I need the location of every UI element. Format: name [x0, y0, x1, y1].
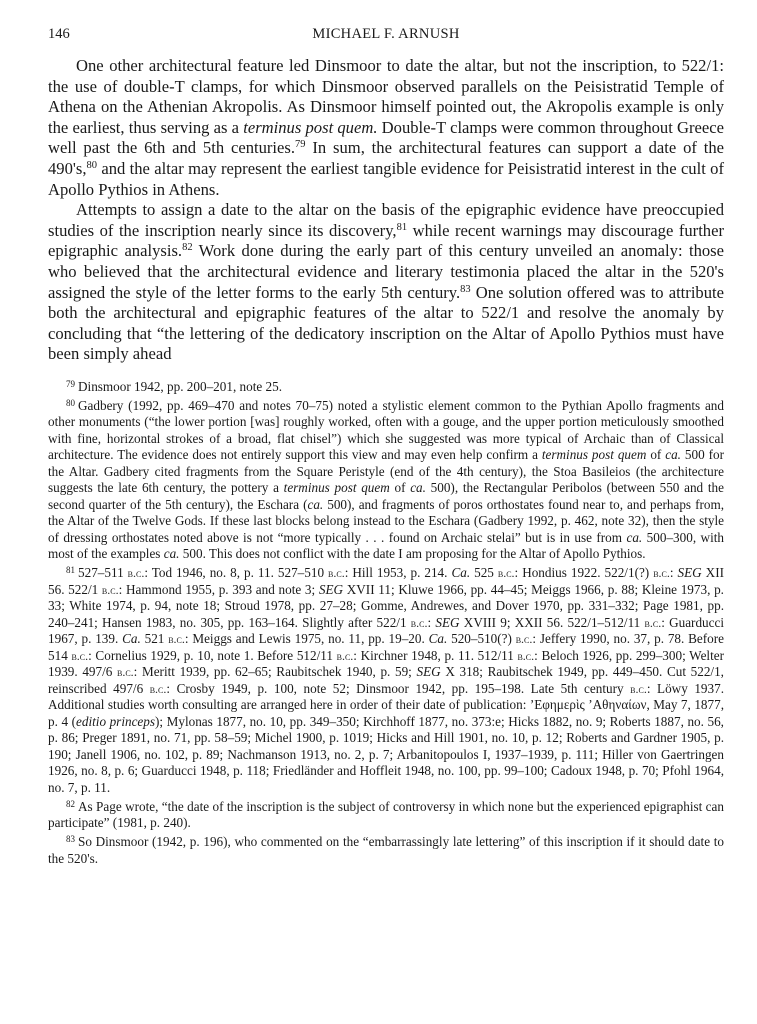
text-run: 521: [140, 631, 169, 647]
footnote-number: 82: [66, 798, 75, 809]
era-abbrev: b.c.: [497, 566, 515, 581]
text-run: : Tod 1946, no. 8, p. 11. 527–510: [144, 565, 329, 581]
italic-text: terminus post quem: [283, 480, 390, 496]
text-run: : Hill 1953, p. 214.: [344, 565, 452, 581]
text-run: while recent warnings may discourage further epigraphic analysis.: [48, 220, 724, 261]
italic-text: ca.: [163, 546, 180, 562]
italic-text: ca.: [307, 496, 324, 512]
text-run: One other architectural feature led Dinsmoor to date the altar, but not the inscription, to 522/1: the use of double-T clamps, for which Dinsmoor observed parallels on the Peisistratid Temple of Athena on the Athenian Akropolis. As Dinsmoor himself pointed out, the Akropolis example is only the earliest, thus serving as a: [48, 56, 724, 137]
era-abbrev: b.c.: [410, 615, 428, 630]
era-abbrev: b.c.: [168, 632, 185, 647]
page-header: [48, 26, 724, 48]
footnote-79: [48, 379, 724, 396]
text-run: 500. This does not conflict with the date I am proposing for the Altar of Apollo Pythios.: [179, 546, 646, 562]
footnote-number: 83: [66, 834, 75, 845]
italic-text: editio princeps: [76, 713, 156, 729]
text-run: In sum, the architectural features can support a date of the 490's,: [48, 138, 725, 178]
main-text: [48, 56, 724, 365]
era-abbrev: b.c.: [630, 681, 647, 696]
era-abbrev: b.c.: [71, 648, 89, 663]
italic-text: Ca.: [122, 631, 141, 647]
footnote-81: [48, 565, 724, 796]
footnote-ref[interactable]: 82: [182, 242, 193, 254]
text-run: Double-T clamps were common throughout Greece well past the 6th and 5th centuries.: [48, 117, 724, 158]
italic-text: ca.: [410, 480, 426, 496]
text-run: 500), and fragments of poros orthostates found near to, and perhaps from, the Altar of the Twelve Gods. If these last blocks belong instead to the Eschara (Gadbery 1992, p. 462, note 32), then the style of dressing orthostates noted above is not “more typically . . . found on Archaic stelai” but is in use from: [48, 496, 725, 545]
footnote-number: 79: [66, 378, 75, 389]
italic-text: Ca.: [428, 631, 448, 647]
footnote-number: 81: [66, 565, 75, 576]
footnote-82: [48, 799, 724, 832]
text-run: and the altar may represent the earliest tangible evidence for Peisistratid interest in the cult of Apollo Pythios in Athens.: [48, 158, 724, 199]
text-run: : Meritt 1939, pp. 62–65; Raubitschek 1940, p. 59;: [133, 664, 417, 680]
text-run: : Cornelius 1929, p. 10, note 1. Before 512/11: [88, 647, 337, 663]
text-run: Attempts to assign a date to the altar on the basis of the epigraphic evidence have preoccupied studies of the inscription nearly since its discovery,: [48, 200, 724, 240]
text-run: 527–511: [78, 565, 128, 581]
text-run: XVIII 9; XXII 56. 522/1–512/11: [459, 614, 645, 630]
text-run: : Jeffery 1990, no. 37, p. 78. Before 514: [48, 631, 725, 663]
footnote-text: As Page wrote, “the date of the inscription is the subject of controversy in which none but the experienced epigraphist can participate” (1981, p. 240).: [48, 798, 724, 831]
text-run: : Meiggs and Lewis 1975, no. 11, pp. 19–20.: [184, 631, 429, 647]
text-run: XVII 11; Kluwe 1966, pp. 44–45; Meiggs 1966, p. 88; Kleine 1973, p. 33; White 1974, p. 94, note 18; Stroud 1978, pp. 27–28; Gomme, Andrewes, and Dover 1970, pp. 331–332; Page 1981, pp. 240–241; Hansen 1983, no. 305, pp. 163–164. Slightly after 522/1: [48, 581, 724, 630]
text-run: 500–300, with most of the examples: [48, 529, 724, 562]
text-run: Gadbery (1992, pp. 469–470 and notes 70–75) noted a stylistic element common to the Pythian Apollo fragments and other monuments (“the lower portion [was] roughly worked, often with a gouge, and the upper portion meticulously smoothed with fine, horizontal strokes of a broad, flat chisel”) which she suggested was more typical of Archaic than of Classical architecture. The evidence does not entirely support this view and may even help confirm a: [48, 397, 724, 463]
italic-text: ca.: [626, 529, 643, 545]
italic-text: SEG: [318, 581, 344, 597]
text-run: : Kirchner 1948, p. 11. 512/11: [353, 647, 518, 663]
text-run: : Crosby 1949, p. 100, note 52; Dinsmoor 1942, pp. 195–198. Late 5th century: [166, 680, 631, 696]
text-run: Work done during the early part of this century unveiled an anomaly: those who believed that the architectural evidence and literary testimonia placed the altar in the 520's assigned the style of the letter forms to the early 5th century.: [48, 241, 724, 302]
text-run: XII 56. 522/1: [48, 565, 724, 597]
text-run: of: [389, 480, 411, 496]
text-run: 520–510(?): [447, 631, 516, 647]
paragraph: [48, 200, 724, 365]
text-run: ); Mylonas 1877, no. 10, pp. 349–350; Kirchhoff 1877, no. 373:e; Hicks 1882, no. 9; Roberts 1887, no. 56, p. 86; Preger 1891, no. 71, pp. 58–59; Michel 1900, p. 1019; Hicks and Hill 1901, no. 10, p. 12; Roberts and Gardner 1905, p. 190; Janell 1906, no. 102, p. 89; Nachmanson 1913, no. 2, p. 7; Arbanitopoulos I, 1937–1939, p. 111; Hiller von Gaertringen 1926, no. 8, p. 6; Guarducci 1948, p. 118; Friedländer and Hoffleit 1948, no. 100, pp. 99–100; Cadoux 1948, p. 70; Pfohl 1964, no. 7, p. 11.: [48, 713, 724, 795]
era-abbrev: b.c.: [653, 566, 670, 581]
italic-text: terminus post quem: [541, 447, 647, 463]
italic-text: SEG: [677, 565, 702, 581]
footnote-ref[interactable]: 80: [86, 159, 97, 171]
text-run: 500 for the Altar. Gadbery cited fragments from the Square Peristyle (end of the 4th century), the Stoa Basileios (the architecture suggests the late 6th century, the pottery a: [48, 447, 724, 496]
era-abbrev: b.c.: [127, 566, 145, 581]
footnote-number: 80: [66, 397, 75, 408]
text-run: : Hammond 1955, p. 393 and note 3;: [118, 581, 319, 597]
text-run: of: [646, 447, 666, 463]
text-run: :: [669, 565, 678, 581]
italic-text: Ca.: [451, 565, 471, 581]
era-abbrev: b.c.: [328, 566, 345, 581]
page-number: 146: [48, 26, 70, 42]
text-run: : Guarducci 1967, p. 139.: [48, 614, 724, 647]
text-run: X 318; Raubitschek 1949, pp. 449–450. Cut 522/1, reinscribed 497/6: [48, 664, 724, 696]
text-run: : Beloch 1926, pp. 299–300; Welter 1939. 497/6: [48, 647, 724, 680]
footnote-text: Dinsmoor 1942, pp. 200–201, note 25.: [78, 378, 283, 394]
italic-text: terminus post quem.: [243, 117, 378, 137]
era-abbrev: b.c.: [515, 632, 533, 647]
footnote-ref[interactable]: 81: [396, 221, 408, 233]
era-abbrev: b.c.: [644, 615, 662, 630]
era-abbrev: b.c.: [117, 665, 134, 680]
text-run: 500), the Rectangular Peribolos (between 550 and the second quarter of the 5th century), the Eschara (: [48, 480, 724, 512]
text-run: : Löwy 1937. Additional studies worth consulting are arranged here in order of their date of publication: ’Εφημερὶς ’Αθηναίων, May 7, 1877, p. 4 (: [48, 680, 725, 729]
footnote-80: [48, 398, 724, 563]
footnote-text: So Dinsmoor (1942, p. 196), who commented on the “embarrassingly late lettering” of this inscription if it should date to the 520's.: [48, 834, 724, 866]
text-run: 525: [470, 565, 498, 581]
footnote-ref[interactable]: 83: [460, 283, 471, 295]
era-abbrev: b.c.: [149, 681, 167, 696]
page: [48, 26, 724, 870]
italic-text: SEG: [416, 664, 441, 680]
footnotes: [48, 379, 724, 868]
italic-text: ca.: [665, 447, 681, 463]
italic-text: SEG: [435, 614, 460, 630]
running-head: MICHAEL F. ARNUSH: [312, 26, 460, 42]
text-run: :: [427, 614, 436, 630]
paragraph: [48, 56, 724, 200]
text-run: One solution offered was to attribute both the architectural and epigraphic features of the altar to 522/1 and resolve the anomaly by concluding that “the lettering of the dedicatory inscription on the Altar of Apollo Pythios must have been simply ahead: [48, 282, 724, 364]
era-abbrev: b.c.: [517, 648, 535, 663]
footnote-ref[interactable]: 79: [295, 139, 306, 151]
footnote-83: [48, 834, 724, 867]
text-run: : Hondius 1922. 522/1(?): [514, 565, 654, 581]
era-abbrev: b.c.: [336, 648, 354, 663]
era-abbrev: b.c.: [101, 582, 119, 597]
